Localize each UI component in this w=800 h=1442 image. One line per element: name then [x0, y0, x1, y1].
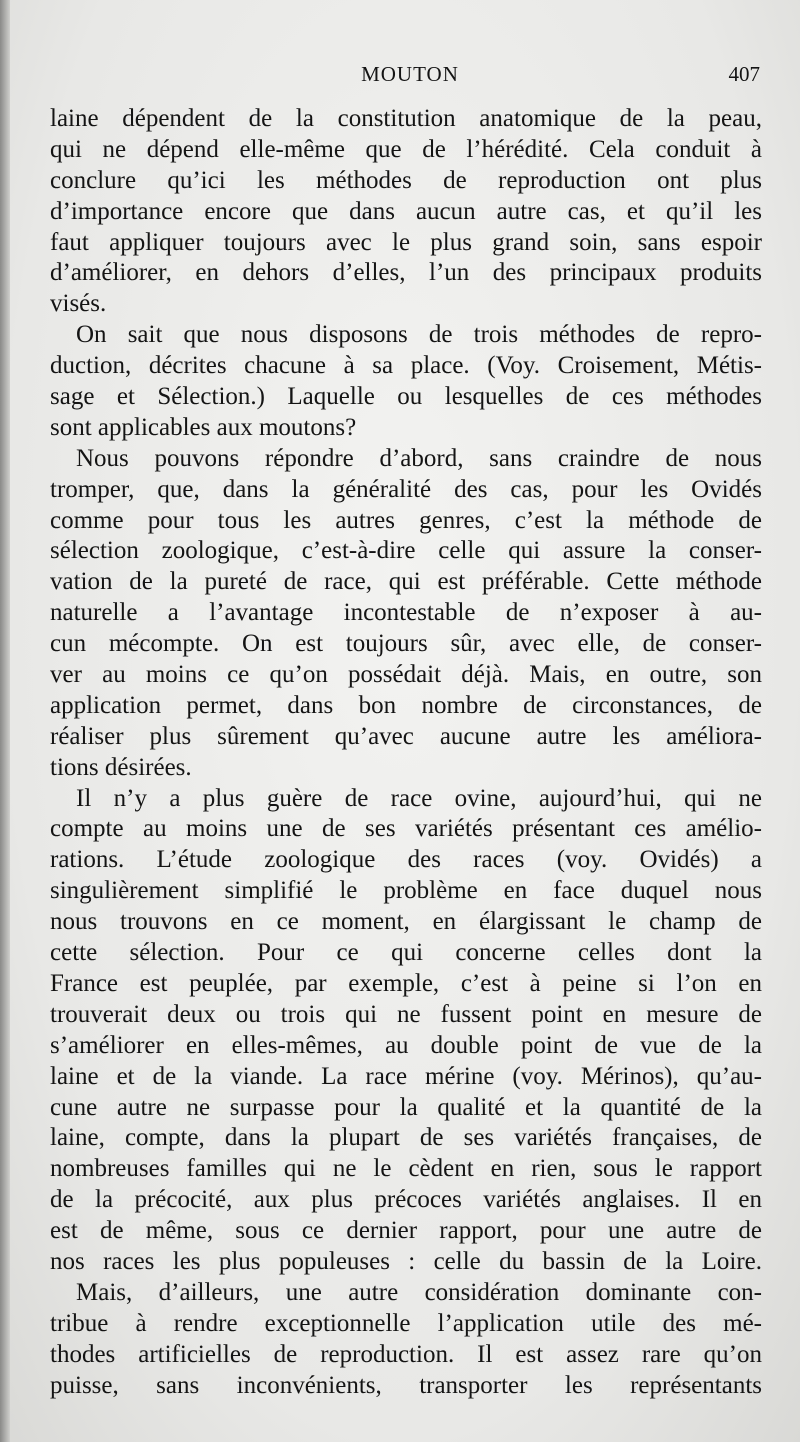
text-line: comme pour tous les autres genres, c’est la méthode de	[50, 506, 762, 534]
body-text	[50, 104, 762, 1401]
page-binding-shadow	[0, 0, 10, 1442]
text-line: singulièrement simplifié le problème en face duquel nous	[50, 877, 762, 905]
page-number: 407	[728, 62, 760, 86]
text-line: est de même, sous ce dernier rapport, pour une autre de	[50, 1217, 762, 1245]
running-title: MOUTON	[361, 62, 459, 86]
text-line: naturelle a l’avantage incontestable de n’exposer à au-	[50, 599, 762, 627]
text-line: nos races les plus populeuses : celle du bassin de la Loire.	[50, 1247, 762, 1275]
text-line: d’améliorer, en dehors d’elles, l’un des principaux produits	[50, 259, 762, 287]
text-line: rations. L’étude zoologique des races (voy. Ovidés) a	[50, 846, 762, 874]
text-line: tions désirées.	[50, 753, 192, 781]
text-line: Il n’y a plus guère de race ovine, aujourd’hui, qui ne	[76, 784, 762, 812]
text-line: Mais, d’ailleurs, une autre considération dominante con-	[76, 1278, 762, 1306]
text-line: laine, compte, dans la plupart de ses variétés françaises, de	[50, 1124, 762, 1152]
text-line: visés.	[50, 290, 107, 318]
text-line: cun mécompte. On est toujours sûr, avec elle, de conser-	[50, 630, 762, 658]
text-line: sont applicables aux moutons?	[50, 413, 357, 441]
text-line: duction, décrites chacune à sa place. (Voy. Croisement, Métis-	[50, 352, 762, 380]
text-line: de la précocité, aux plus précoces variétés anglaises. Il en	[50, 1186, 762, 1214]
text-line: cune autre ne surpasse pour la qualité et la quantité de la	[50, 1093, 762, 1121]
text-line: application permet, dans bon nombre de circonstances, de	[50, 691, 762, 719]
text-line: nombreuses familles qui ne le cèdent en rien, sous le rapport	[50, 1155, 762, 1183]
text-line: cette sélection. Pour ce qui concerne celles dont la	[50, 939, 762, 967]
text-line: nous trouvons en ce moment, en élargissant le champ de	[50, 908, 762, 936]
text-line: France est peuplée, par exemple, c’est à peine si l’on en	[50, 969, 762, 997]
text-line: puisse, sans inconvénients, transporter les représentants	[50, 1371, 762, 1399]
text-line: thodes artificielles de reproduction. Il est assez rare qu’on	[50, 1340, 762, 1368]
text-line: conclure qu’ici les méthodes de reproduction ont plus	[50, 166, 762, 194]
text-line: laine et de la viande. La race mérine (voy. Mérinos), qu’au-	[50, 1062, 762, 1090]
text-line: ver au moins ce qu’on possédait déjà. Mais, en outre, son	[50, 661, 762, 689]
text-line: qui ne dépend elle-même que de l’hérédité. Cela conduit à	[50, 135, 762, 163]
text-line: Nous pouvons répondre d’abord, sans craindre de nous	[76, 444, 762, 472]
text-line: vation de la pureté de race, qui est préférable. Cette méthode	[50, 568, 762, 596]
text-line: tribue à rendre exceptionnelle l’application utile des mé-	[50, 1309, 762, 1337]
text-line: laine dépendent de la constitution anatomique de la peau,	[50, 105, 762, 132]
text-line: compte au moins une de ses variétés présentant ces amélio-	[50, 815, 762, 843]
text-line: On sait que nous disposons de trois méthodes de repro-	[76, 321, 762, 349]
text-line: s’améliorer en elles-mêmes, au double point de vue de la	[50, 1031, 762, 1059]
text-line: d’importance encore que dans aucun autre cas, et qu’il les	[50, 197, 762, 225]
text-line: faut appliquer toujours avec le plus grand soin, sans espoir	[50, 228, 762, 256]
text-line: réaliser plus sûrement qu’avec aucune autre les améliora-	[50, 722, 762, 750]
text-line: tromper, que, dans la généralité des cas, pour les Ovidés	[50, 475, 762, 503]
text-line: sage et Sélection.) Laquelle ou lesquelles de ces méthodes	[50, 383, 762, 411]
page-header	[50, 62, 770, 98]
text-line: sélection zoologique, c’est-à-dire celle qui assure la conser-	[50, 537, 762, 565]
text-line: trouverait deux ou trois qui ne fussent point en mesure de	[50, 1000, 762, 1028]
